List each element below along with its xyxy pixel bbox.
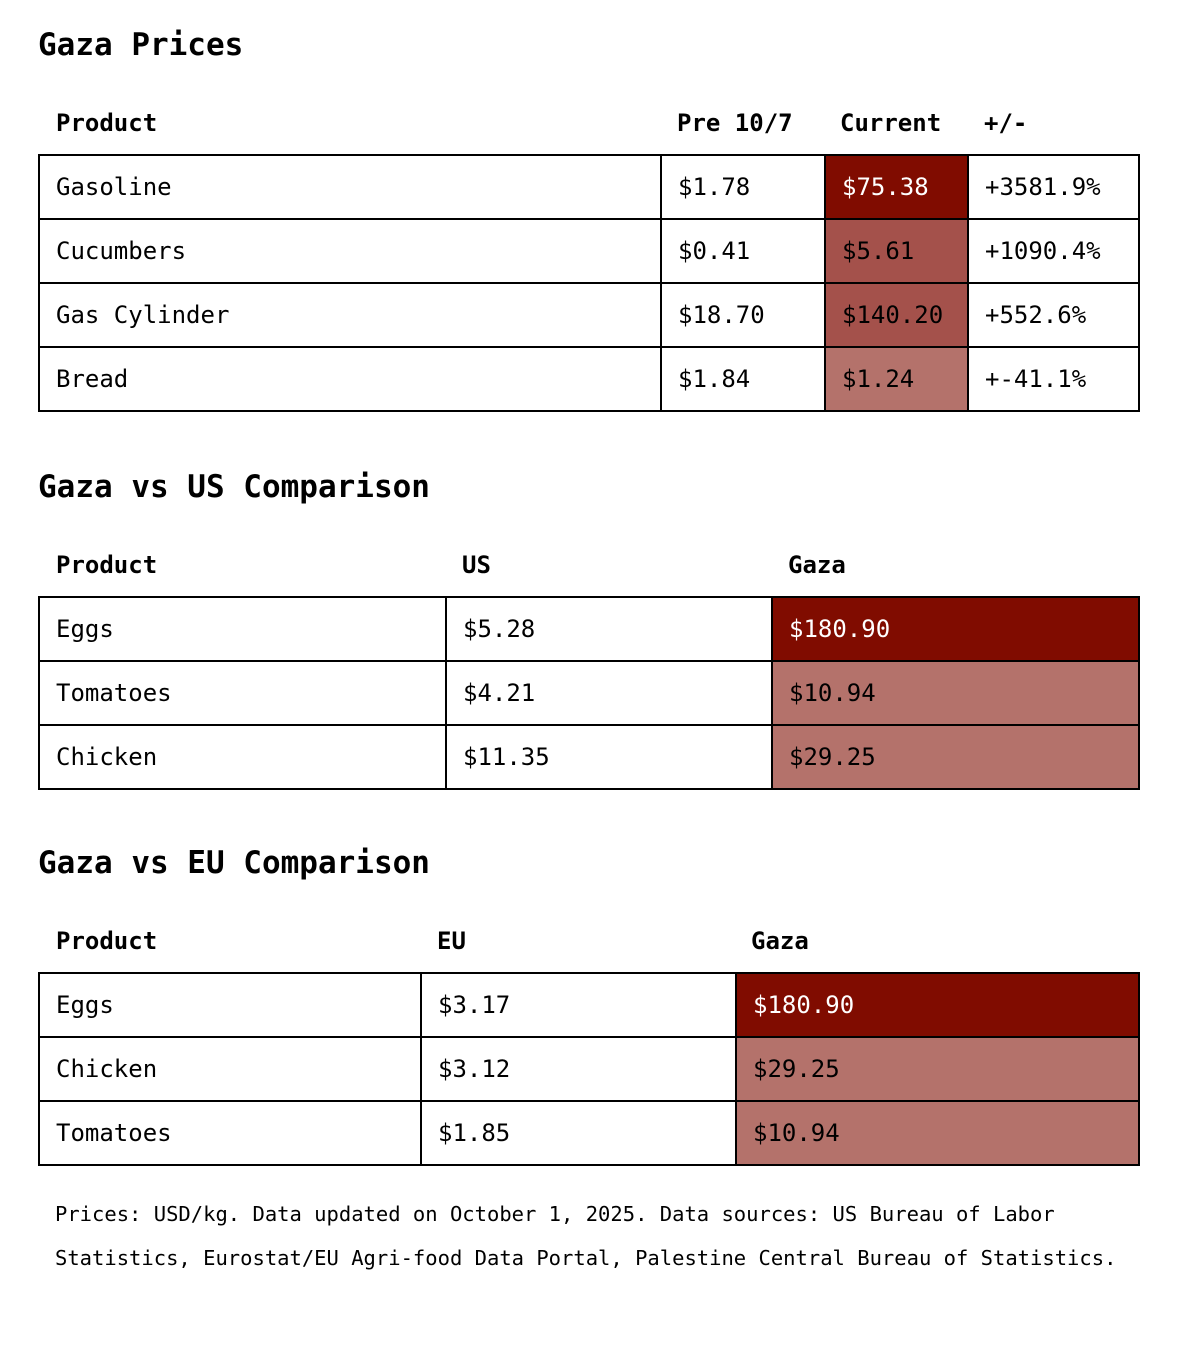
current-price-cell: $1.24 bbox=[825, 347, 968, 411]
table-row bbox=[39, 1037, 1139, 1101]
product-cell: Chicken bbox=[39, 1037, 421, 1101]
gaza-prices-table bbox=[38, 154, 1140, 412]
gaza-price-cell: $10.94 bbox=[772, 661, 1139, 725]
gaza-vs-eu-header-row bbox=[38, 921, 1138, 961]
column-header-pre: Pre 10/7 bbox=[677, 109, 793, 137]
product-cell: Eggs bbox=[39, 597, 446, 661]
product-cell: Bread bbox=[39, 347, 661, 411]
product-cell: Cucumbers bbox=[39, 219, 661, 283]
table-row bbox=[39, 347, 1139, 411]
data-sources-footnote: Prices: USD/kg. Data updated on October 1, 2025. Data sources: US Bureau of Labor Statistics, Eurostat/EU Agri-food Data Portal, Palestine Central Bureau of Statistics. bbox=[55, 1202, 1117, 1270]
us-price-cell: $5.28 bbox=[446, 597, 772, 661]
gaza-price-cell: $180.90 bbox=[772, 597, 1139, 661]
product-cell: Tomatoes bbox=[39, 1101, 421, 1165]
eu-price-cell: $3.17 bbox=[421, 973, 736, 1037]
gaza-vs-us-title: Gaza vs US Comparison bbox=[38, 469, 430, 505]
column-header-product: Product bbox=[56, 927, 158, 955]
column-header-gaza: Gaza bbox=[751, 927, 809, 955]
table-row bbox=[39, 283, 1139, 347]
current-price-cell: $140.20 bbox=[825, 283, 968, 347]
gaza-prices-title: Gaza Prices bbox=[38, 27, 244, 63]
us-price-cell: $11.35 bbox=[446, 725, 772, 789]
table-row bbox=[39, 219, 1139, 283]
product-cell: Gas Cylinder bbox=[39, 283, 661, 347]
table-row bbox=[39, 155, 1139, 219]
table-row bbox=[39, 1101, 1139, 1165]
gaza-price-cell: $29.25 bbox=[736, 1037, 1139, 1101]
table-row bbox=[39, 597, 1139, 661]
pre-price-cell: $18.70 bbox=[661, 283, 825, 347]
gaza-vs-us-header-row bbox=[38, 545, 1138, 585]
column-header-gaza: Gaza bbox=[788, 551, 846, 579]
eu-price-cell: $1.85 bbox=[421, 1101, 736, 1165]
table-row bbox=[39, 661, 1139, 725]
product-cell: Chicken bbox=[39, 725, 446, 789]
gaza-vs-eu-table bbox=[38, 972, 1140, 1166]
table-row bbox=[39, 725, 1139, 789]
column-header-us: US bbox=[462, 551, 491, 579]
pre-price-cell: $1.84 bbox=[661, 347, 825, 411]
pre-price-cell: $1.78 bbox=[661, 155, 825, 219]
current-price-cell: $5.61 bbox=[825, 219, 968, 283]
gaza-prices-header-row bbox=[38, 103, 1138, 143]
column-header-eu: EU bbox=[437, 927, 466, 955]
gaza-price-cell: $29.25 bbox=[772, 725, 1139, 789]
eu-price-cell: $3.12 bbox=[421, 1037, 736, 1101]
table-row bbox=[39, 973, 1139, 1037]
column-header-product: Product bbox=[56, 109, 158, 137]
change-cell: +1090.4% bbox=[968, 219, 1139, 283]
product-cell: Tomatoes bbox=[39, 661, 446, 725]
change-cell: +3581.9% bbox=[968, 155, 1139, 219]
product-cell: Eggs bbox=[39, 973, 421, 1037]
change-cell: +-41.1% bbox=[968, 347, 1139, 411]
product-cell: Gasoline bbox=[39, 155, 661, 219]
pre-price-cell: $0.41 bbox=[661, 219, 825, 283]
gaza-price-cell: $10.94 bbox=[736, 1101, 1139, 1165]
column-header-current: Current bbox=[840, 109, 942, 137]
gaza-price-cell: $180.90 bbox=[736, 973, 1139, 1037]
column-header-product: Product bbox=[56, 551, 158, 579]
gaza-vs-eu-title: Gaza vs EU Comparison bbox=[38, 845, 430, 881]
change-cell: +552.6% bbox=[968, 283, 1139, 347]
gaza-vs-us-table bbox=[38, 596, 1140, 790]
column-header-change: +/- bbox=[984, 109, 1028, 137]
current-price-cell: $75.38 bbox=[825, 155, 968, 219]
us-price-cell: $4.21 bbox=[446, 661, 772, 725]
